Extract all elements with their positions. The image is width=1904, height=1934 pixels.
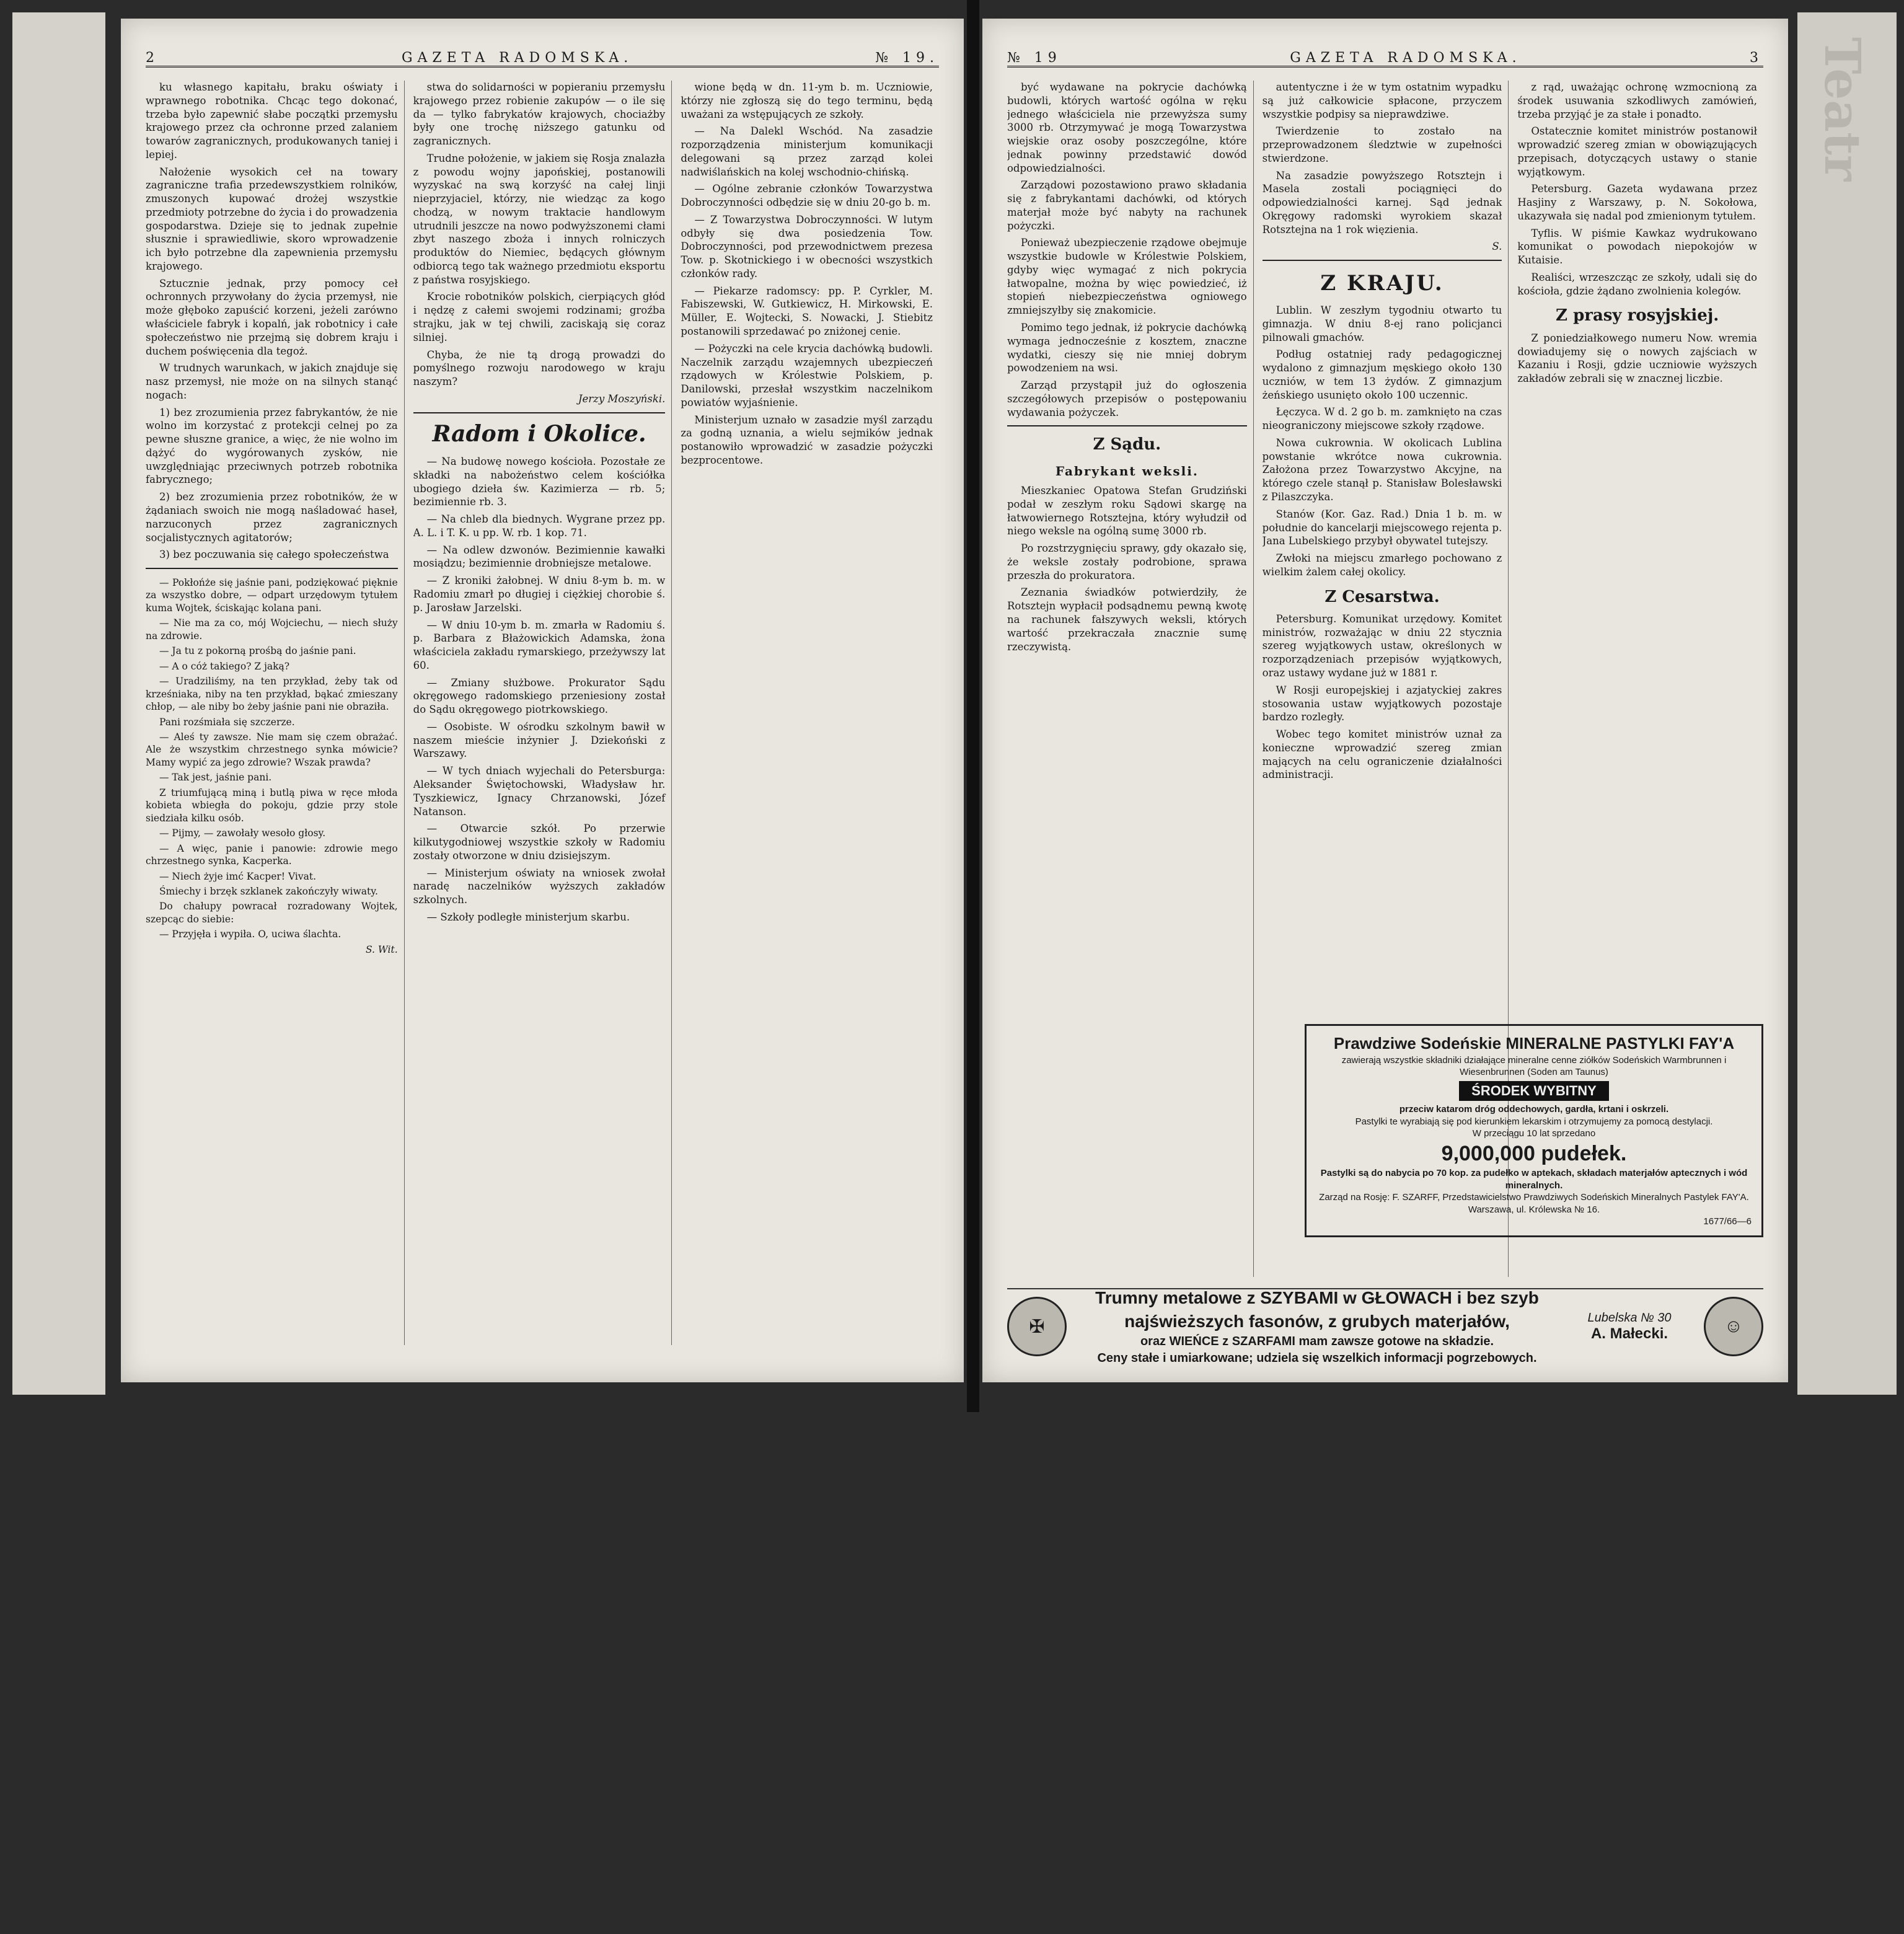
court-article-title: Fabrykant weksli. bbox=[1055, 463, 1199, 479]
paragraph: Po rozstrzygnięciu sprawy, gdy okazało się, że weksle zostały podrobione, sprawa przeszła do prokuratora. bbox=[1007, 542, 1247, 581]
dialog-line: — Aleś ty zawsze. Nie mam się czem obrażać. Ale że wszystkim chrzestnego synka mówicie? Mamy wypić za jego zdrowie? Wszak prawda? bbox=[146, 731, 398, 768]
news-item: — Piekarze radomscy: pp. P. Cyrkler, M. Fabiszewski, W. Gutkiewicz, H. Mirkowski, E. Müller, E. Wojtecki, S. Nowacki, J. Stiebitz postanowili sprzedawać po zniżonej cenie. bbox=[681, 285, 933, 338]
ad-text: Pastylki są do nabycia po 70 kop. za pudełko w aptekach, składach materjałów aptecznych i wód mineralnych. bbox=[1320, 1168, 1748, 1191]
news-item: — W tych dniach wyjechali do Petersburga: Aleksander Świętochowski, Władysław hr. Tyszkiewicz, Ignacy Chrzanowski, Józef Natanson. bbox=[413, 765, 666, 818]
paragraph: stwa do solidarności w popieraniu przemysłu krajowego przez robienie zakupów — o ile się da — tylko fabrykatów krajowych, chociażby były one trochę niższego gatunku od zagranicznych. bbox=[413, 81, 666, 148]
news-item: Zwłoki na miejscu zmarłego pochowano z wielkim żalem całej okolicy. bbox=[1262, 552, 1502, 578]
news-item: — Z Towarzystwa Dobroczynności. W lutym odbyły się dwa posiedzenia Tow. Dobroczynności, pod przewodnictwem prezesa Tow. p. Skotnickiego i w obecności wszystkich członków rady. bbox=[681, 213, 933, 280]
dialog-line: — Pijmy, — zawołały wesoło głosy. bbox=[159, 828, 326, 839]
adjacent-page-edge-text: Teatr bbox=[1814, 37, 1872, 182]
coffin-ad-contact bbox=[1567, 1311, 1691, 1343]
news-item: — Ogólne zebranie członków Towarzystwa Dobroczynności odbędzie się w dniu 20-go b. m. bbox=[681, 183, 933, 209]
news-item: — Osobiste. W ośrodku szkolnym bawił w naszem mieście inżynier J. Dziekoński z Warszawy. bbox=[413, 720, 666, 760]
news-item: Tyflis. W piśmie Kawkaz wydrukowano komunikat o powodach niepokojów w Kutaisie. bbox=[1517, 227, 1758, 267]
left-column-1 bbox=[146, 81, 405, 1345]
news-item: Nowa cukrownia. W okolicach Lublina powstanie wkrótce nowa cukrownia. Założona przez Towarzystwo Akcyjne, na którego czele stanął p. Stanisław Bolesławski z Pilaszczyka. bbox=[1262, 436, 1502, 503]
news-item: Lublin. W zeszłym tygodniu otwarto tu gimnazja. W dniu 8-ej rano policjanci pilnowali gmachów. bbox=[1262, 304, 1502, 343]
dialog-line: — Ja tu z pokorną prośbą do jaśnie pani. bbox=[159, 645, 356, 657]
news-item: W Rosji europejskiej i azjatyckiej zakres stosowania ustaw wyjątkowych pozostaje bardzo rozległy. bbox=[1262, 684, 1502, 723]
portrait-medallion-icon: ☺ bbox=[1704, 1297, 1763, 1356]
coffin-advertisement bbox=[1007, 1288, 1763, 1364]
paragraph: W trudnych warunkach, w jakich znajduje się nasz przemysł, nie może on na silnych stanąć nogach: bbox=[146, 362, 398, 401]
court-section-title: Z Sądu. bbox=[1093, 435, 1161, 454]
section-title: Radom i Okolice. bbox=[432, 420, 646, 447]
news-item: — Zmiany służbowe. Prokurator Sądu okręgowego radomskiego przeniesiony został do Sądu okręgowego piotrkowskiego. bbox=[413, 676, 666, 716]
news-item: z rąd, uważając ochronę wzmocnioną za środek usuwania szkodliwych zamówień, trzeba przyjąć je za stałe i ponadto. bbox=[1517, 81, 1758, 120]
ad-text: W przeciągu 10 lat sprzedano bbox=[1472, 1128, 1596, 1139]
section-divider bbox=[1007, 425, 1247, 426]
coffin-ad-text bbox=[1079, 1286, 1555, 1367]
news-item: — Szkoły podległe ministerjum skarbu. bbox=[426, 911, 630, 923]
news-item: — Otwarcie szkół. Po przerwie kilkutygodniowej wszystkie szkoły w Radomiu zostały otworzone w dniu dzisiejszym. bbox=[413, 823, 666, 862]
dialog-line: — A więc, panie i panowie: zdrowie mego chrzestnego synka, Kacperka. bbox=[146, 842, 398, 867]
dialog-line: — Nie ma za co, mój Wojciechu, — niech służy na zdrowie. bbox=[146, 617, 398, 642]
paragraph: 3) bez poczuwania się całego społeczeństwa bbox=[159, 549, 389, 561]
dialog-line: Z triumfującą miną i butlą piwa w ręce młoda kobieta wbiegła do pokoju, gdzie przy stole siedziała kilku osób. bbox=[146, 787, 398, 824]
ad-text: przeciw katarom dróg oddechowych, gardła, krtani i oskrzeli. bbox=[1399, 1104, 1669, 1115]
news-item: Ostatecznie komitet ministrów postanowił wprowadzić szereg zmian w obowiązujących przepisach, dotyczących ustawy o stanie wyjątkowym. bbox=[1517, 125, 1758, 178]
left-column-2 bbox=[413, 81, 672, 1345]
issue-number: № 19. bbox=[875, 50, 939, 66]
ad-text: Pastylki te wyrabiają się pod kierunkiem lekarskim i otrzymujemy za pomocą destylacji. bbox=[1355, 1116, 1713, 1127]
news-item: — Na odlew dzwonów. Bezimiennie kawałki mosiądzu; bezimiennie drobniejsze metalowe. bbox=[413, 544, 666, 570]
dialog-line: — A o cóż takiego? Z jaką? bbox=[159, 660, 290, 672]
ad-text: zawierają wszystkie składniki działające mineralne cenne ziółków Sodeńskich Warmbrunnen i Wiesenbrunnen (Soden am Taunus) bbox=[1341, 1054, 1727, 1078]
section-title-prasa: Z prasy rosyjskiej. bbox=[1556, 306, 1719, 325]
coffin-ad-line: Ceny stałe i umiarkowane; udziela się wszelkich informacji pogrzebowych. bbox=[1097, 1351, 1537, 1365]
coffin-ad-line: oraz WIEŃCE z SZARFAMI mam zawsze gotowe na składzie. bbox=[1140, 1334, 1494, 1348]
feuilleton-dialog bbox=[146, 576, 398, 956]
paragraph: Mieszkaniec Opatowa Stefan Grudziński podał w zeszłym roku Sądowi skargę na łatwowiernego Rotsztejna, który wyłudził od niego weksle na ogólną sumę 3000 rb. bbox=[1007, 485, 1247, 537]
dialog-line: — Uradziliśmy, na ten przykład, żeby tak od krześniaka, niby na ten przykład, bąkać zmieszany chłop, — ale niby bo żeby jaśnie pani nie obraziła. bbox=[146, 676, 398, 713]
news-item: — Ministerjum oświaty na wniosek zwołał naradę naczelników wyższych zakładów szkolnych. bbox=[413, 867, 666, 906]
ad-code: 1677/66—6 bbox=[1703, 1216, 1752, 1227]
news-item: — W dniu 10-ym b. m. zmarła w Radomiu ś. p. Barbara z Błażowickich Adamska, żona właściciela zakładu rymarskiego, przeżywszy lat 60. bbox=[413, 619, 666, 671]
ad-title: Prawdziwe Sodeńskie MINERALNE PASTYLKI FAY'A bbox=[1333, 1034, 1735, 1053]
section-title-z-cesarstwa: Z Cesarstwa. bbox=[1324, 587, 1440, 606]
paragraph: 1) bez zrozumienia przez fabrykantów, że nie wolno im korzystać z protekcji celnej po za pewne słuszne granice, a więc, że nie wolno im dążyć do wygórowanych zysków, nie uwzględniając przeciwnych potrzeb robotnika fabrycznego; bbox=[146, 406, 398, 486]
ad-banner: ŚRODEK WYBITNY bbox=[1459, 1081, 1609, 1102]
news-item: Łęczyca. W d. 2 go b. m. zamknięto na czas nieograniczony miejscowe szkoły rządowe. bbox=[1262, 406, 1502, 432]
left-page bbox=[121, 19, 964, 1382]
author-signature: S. Wit. bbox=[365, 943, 398, 955]
news-item: — Pożyczki na cele krycia dachówką budowli. Naczelnik zarządu wzajemnych ubezpieczeń rządowych w Królestwie Polskiem, p. Danilowski, przesłał wszystkim naczelnikom powiatów wyjaśnienie. bbox=[681, 342, 933, 408]
dialog-line: Śmiechy i brzęk szklanek zakończyły wiwaty. bbox=[159, 886, 378, 897]
dialog-line: Do chałupy powracał rozradowany Wojtek, szepcąc do siebie: bbox=[146, 901, 398, 925]
news-item: Z poniedziałkowego numeru Now. wremia dowiadujemy się o nowych zajściach w Kazaniu i Rosji, gdzie uczniowie wyższych zakładów zebrali się w znacznej liczbie. bbox=[1517, 332, 1758, 385]
news-item: — Na budowę nowego kościoła. Pozostałe ze składki na nabożeństwo celem kościółka ubogiego dzieła św. Kazimierza — rb. 5; bezimiennie rb. 3. bbox=[413, 456, 666, 508]
right-column-1 bbox=[1007, 81, 1254, 1277]
news-item: Petersburg. Gazeta wydawana przez Hasjiny z Warszawy, p. N. Sokołowa, ukazywała się nadal pod zmienionym tytułem. bbox=[1517, 183, 1758, 222]
masthead: GAZETA RADOMSKA. bbox=[401, 50, 633, 66]
paragraph: Chyba, że nie tą drogą prowadzi do pomyślnego rozwoju narodowego w kraju naszym? bbox=[413, 348, 666, 388]
paragraph: Ponieważ ubezpieczenie rządowe obejmuje wszystkie budowle w Królestwie Polskiem, gdyby więc wymagać z nich pokrycia łatwopalne, można by więc powiedzieć, iż stopień niebezpieczeństwa ogniowego zmniejszyłby się znakomicie. bbox=[1007, 237, 1247, 317]
news-item: — Na chleb dla biednych. Wygrane przez pp. A. L. i T. K. u pp. W. rb. 1 kop. 71. bbox=[413, 513, 666, 539]
section-divider bbox=[1263, 260, 1502, 261]
paragraph: Nałożenie wysokich ceł na towary zagraniczne trafia przedewszystkiem rolników, zmuszonych kupować drożej wszystkie przedmioty potrzebne do życia i do prowadzenia gospodarstwa. Dzieje się to jednak zupełnie słusznie i sprawiedliwie, skoro wprowadzenie ich było potrzebne dla zapewnienia przemysłu krajowego. bbox=[146, 166, 398, 272]
news-item: Podług ostatniej rady pedagogicznej wydalono z gimnazjum męskiego około 130 uczniów, w tem 13 żydów. Z gimnazjum żeńskiego usunięto około 100 uczennic. bbox=[1262, 348, 1502, 401]
section-divider bbox=[413, 412, 666, 413]
news-item: Wobec tego komitet ministrów uznał za konieczne wprowadzić szereg zmian mających na celu ograniczenie działalności administracji. bbox=[1262, 728, 1502, 781]
paragraph: Na zasadzie powyższego Rotsztejn i Masela zostali pociągnięci do odpowiedzialności karnej. Sąd jednak Okręgowy radomski wyrokiem skazał Rotsztejna na 1 rok więzienia. bbox=[1262, 169, 1502, 236]
news-item: wione będą w dn. 11-ym b. m. Uczniowie, którzy nie zgłoszą się do tego terminu, będą uważani za wstępujących ze szkoły. bbox=[681, 81, 933, 120]
paragraph: być wydawane na pokrycie dachówką budowli, których wartość ogólna w ręku jednego właściciela nie przewyższa sumy 3000 rb. Otrzymywać je mogą Towarzystwa wiejskie oraz osoby poszczególne, które jednak powinny przedstawić dowód odpowiedzialności. bbox=[1007, 81, 1247, 174]
news-item: Realiści, wrzeszcząc ze szkoły, udali się do kościoła, gdzie żądano zwolnienia kolegów. bbox=[1517, 271, 1758, 297]
medal-emblem-icon: ✠ bbox=[1007, 1297, 1067, 1356]
paragraph: Sztucznie jednak, przy pomocy ceł ochronnych przywołany do życia przemysł, nie może głęboko zapuścić korzeni, jeżeli zarówno właściciele fabryk i kopalń, jak robotnicy i całe społeczeństwo nie przejmą się dobrem kraju i duchem poświęcenia dla tegoż. bbox=[146, 277, 398, 357]
section-divider bbox=[146, 568, 398, 569]
dialog-line: Pani rozśmiała się szczerze. bbox=[159, 716, 295, 728]
dialog-line: — Niech żyje imć Kacper! Vivat. bbox=[159, 870, 316, 882]
news-item: — Z kroniki żałobnej. W dniu 8-ym b. m. w Radomiu zmarł po długiej i ciężkiej chorobie ś. p. Jarosław Jarzelski. bbox=[413, 575, 666, 614]
paragraph: Krocie robotników polskich, cierpiących głód i nędzę z całemi swojemi rodzinami; groźba strajku, jak w tej chwili, zaciskają się coraz silniej. bbox=[413, 291, 666, 343]
left-column-3 bbox=[681, 81, 939, 1345]
adjacent-page-edge bbox=[1797, 12, 1897, 1395]
pastylki-advertisement bbox=[1305, 1024, 1763, 1237]
paragraph: Pomimo tego jednak, iż pokrycie dachówką wymaga jednocześnie z kosztem, znaczne wydatki, cieszy się nie mniej dobrym powodzeniem na wsi. bbox=[1007, 322, 1247, 374]
dialog-line: — Pokłońże się jaśnie pani, podziękować pięknie za wszystko dobre, — odpart urzędowym tytułem kuma Wojtek, ściskając kolana pani. bbox=[146, 577, 398, 614]
coffin-ad-address: Lubelska № 30 bbox=[1587, 1310, 1672, 1325]
paragraph: Twierdzenie to zostało na przeprowadzonem śledztwie w zupełności stwierdzone. bbox=[1262, 125, 1502, 164]
coffin-ad-owner: A. Małecki. bbox=[1590, 1325, 1668, 1342]
right-page bbox=[982, 19, 1788, 1382]
left-page-header bbox=[146, 37, 939, 68]
ad-number: 9,000,000 pudełek. bbox=[1441, 1141, 1627, 1165]
right-page-header bbox=[1007, 37, 1763, 68]
issue-number: № 19 bbox=[1007, 50, 1062, 66]
section-title-z-kraju: Z KRAJU. bbox=[1320, 271, 1444, 296]
paragraph: ku własnego kapitału, braku oświaty i wprawnego robotnika. Chcąc tego dokonać, trzeba było zapewnić słabe początki przemysłu krajowego przez cła ochronne przed zalaniem towarów zagranicznych, produkowanych taniej i lepiej. bbox=[146, 81, 398, 161]
author-signature: Jerzy Moszyński. bbox=[578, 392, 666, 405]
paragraph: Zarządowi pozostawiono prawo składania się z fabrykantami dachówki, od których materjał może być nabyty na rachunek pożyczki. bbox=[1007, 179, 1247, 232]
paragraph: 2) bez zrozumienia przez robotników, że w żądaniach swoich nie mogą naśladować haseł, narzuconych przez zagranicznych socjalistycznych agitatorów; bbox=[146, 491, 398, 544]
news-item: Stanów (Kor. Gaz. Rad.) Dnia 1 b. m. w południe do kancelarji miejscowego rejenta p. Jana Lubelskiego przybył obywatel tutejszy. bbox=[1262, 508, 1502, 547]
paragraph: autentyczne i że w tym ostatnim wypadku są już całkowicie spłacone, przyczem wszystkie podpisy sa nieprawdziwe. bbox=[1262, 81, 1502, 120]
page-number: 3 bbox=[1750, 50, 1763, 66]
dialog-line: — Przyjęła i wypiła. O, uciwa ślachta. bbox=[159, 929, 342, 940]
adjacent-page-strip bbox=[12, 12, 105, 1395]
page-number: 2 bbox=[146, 50, 159, 66]
dialog-line: — Tak jest, jaśnie pani. bbox=[159, 772, 272, 784]
book-spine bbox=[967, 0, 979, 1412]
author-signature: S. bbox=[1492, 241, 1502, 253]
news-item: — Na Dalekl Wschód. Na zasadzie rozporządzenia ministerjum komunikacji delegowani są przez zarząd kolei nadwiślańskich na kolej wschodnio-chińską. bbox=[681, 125, 933, 178]
masthead: GAZETA RADOMSKA. bbox=[1290, 50, 1522, 66]
paragraph: Trudne położenie, w jakiem się Rosja znalazła z powodu wojny japońskiej, postanowili wyzyskać na swą korzyść na całej linji nieprzyjaciel, którzy, nie wiedząc za kogo chodzą, w nowym traktacie handlowym utrudnili jeszcze na nowo podwyższonemi cłami zbyt naszego zboża i innych rolniczych produktów do Niemiec, będących głównym odbiorcą tego tak ważnego przedmiotu eksportu z państwa rosyjskiego. bbox=[413, 152, 666, 286]
paragraph: Zeznania świadków potwierdziły, że Rotsztejn wypłacił podsądnemu pewną kwotę na rachunek fałszywych weksli, których wartość przekraczała znacznie sumę rzeczywistą. bbox=[1007, 586, 1247, 653]
news-item: Petersburg. Komunikat urzędowy. Komitet ministrów, rozważając w dniu 22 stycznia szereg wyjątkowych ustaw, określonych w rozporządzeniach przepisów wyjątkowych, oraz ustawy wydane już w 1881 r. bbox=[1262, 612, 1502, 679]
news-item: Ministerjum uznało w zasadzie myśl zarządu za godną uznania, a wielu sejmików jednak postanowiło wprowadzić w zasadzie pożyczki bezprocentowe. bbox=[681, 413, 933, 466]
coffin-ad-headline: Trumny metalowe z SZYBAMI w GŁOWACH i bez szyb najświeższych fasonów, z grubych materjałów, bbox=[1095, 1288, 1539, 1331]
paragraph: Zarząd przystąpił już do ogłoszenia szczegółowych przepisów o postępowaniu wydawania pożyczek. bbox=[1007, 379, 1247, 418]
ad-text: Zarząd na Rosję: F. SZARFF, Przedstawicielstwo Prawdziwych Sodeńskich Mineralnych Pastylek FAY'A. Warszawa, ul. Królewska № 16. bbox=[1319, 1192, 1749, 1215]
